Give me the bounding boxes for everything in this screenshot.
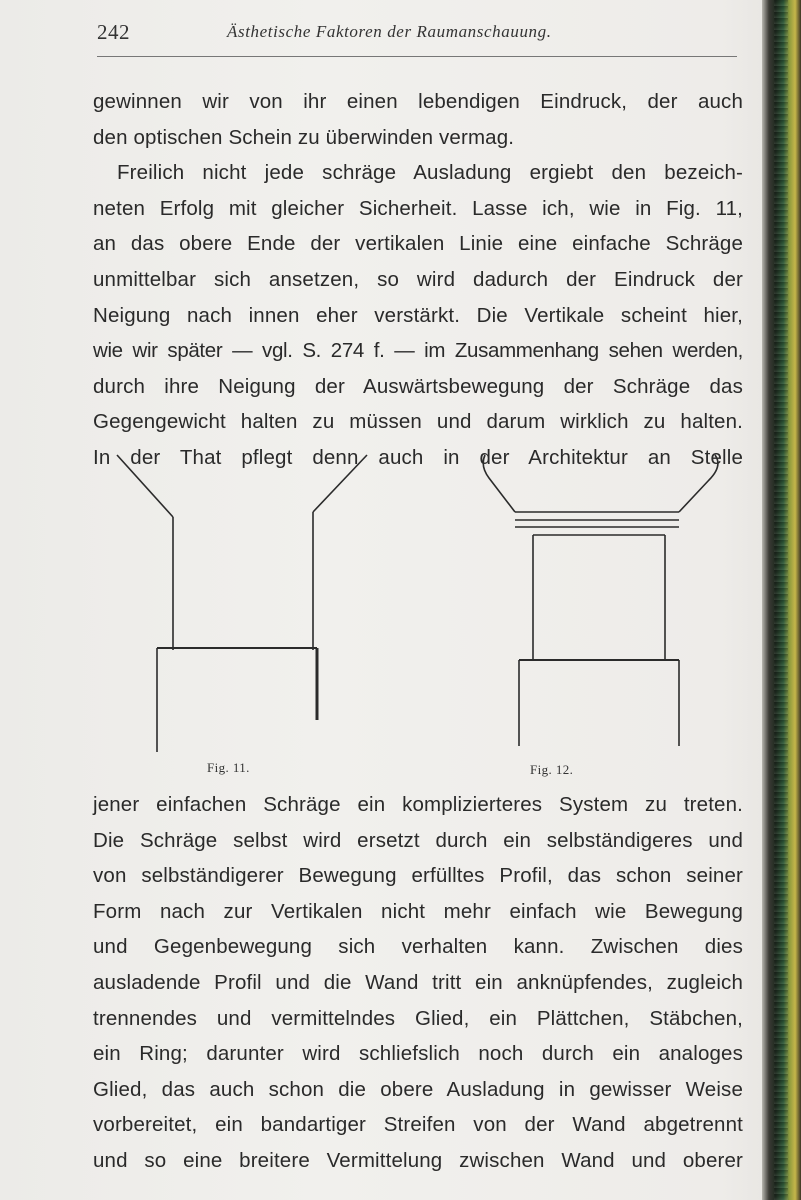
text-line: In der That pflegt denn auch in der Architektur an Stelle bbox=[93, 445, 743, 469]
text-line: Neigung nach innen eher verstärkt. Die Vertikale scheint hier, bbox=[93, 303, 743, 327]
text-line: jener einfachen Schräge ein komplizierteres System zu treten. bbox=[93, 793, 743, 816]
header-rule bbox=[97, 56, 737, 57]
page-edge-binding bbox=[762, 0, 801, 1200]
text-line: den optischen Schein zu überwinden vermag. bbox=[93, 125, 515, 149]
figures-11-12 bbox=[95, 450, 735, 790]
text-line: Gegengewicht halten zu müssen und darum wirklich zu halten. bbox=[93, 410, 743, 434]
fig11-left-slope bbox=[117, 455, 173, 517]
text-line: durch ihre Neigung der Auswärtsbewegung der Schräge das bbox=[93, 374, 743, 398]
text-line: und so eine breitere Vermittelung zwischen Wand und oberer bbox=[93, 1148, 743, 1172]
text-line: neten Erfolg mit gleicher Sicherheit. Lasse ich, wie in Fig. 11, bbox=[93, 196, 743, 220]
text-line: unmittelbar sich ansetzen, so wird dadurch der Eindruck der bbox=[93, 267, 743, 291]
text-line: Glied, das auch schon die obere Ausladung in gewisser Weise bbox=[93, 1077, 743, 1101]
text-line: vorbereitet, ein bandartiger Streifen von der Wand abgetrennt bbox=[93, 1113, 743, 1137]
text-line: Form nach zur Vertikalen nicht mehr einfach wie Bewegung bbox=[93, 899, 743, 923]
text-line: an das obere Ende der vertikalen Linie eine einfache Schräge bbox=[93, 232, 743, 256]
fig12-right-profile bbox=[679, 455, 718, 512]
paragraph-3 bbox=[93, 787, 743, 1179]
text-line: und Gegenbewegung sich verhalten kann. Zwischen dies bbox=[93, 935, 743, 959]
running-title: Ästhetische Faktoren der Raumanschauung. bbox=[227, 22, 552, 41]
fig-11-drawing bbox=[117, 455, 367, 752]
page-number: 242 bbox=[97, 20, 130, 44]
paragraph-2 bbox=[93, 155, 743, 475]
fig-12-drawing bbox=[483, 455, 718, 746]
text-line: wie wir später — vgl. S. 274 f. — im Zusammenhang sehen werden, bbox=[93, 339, 743, 363]
fig-12-caption: Fig. 12. bbox=[530, 762, 574, 777]
text-line: ausladende Profil und die Wand tritt ein anknüpfendes, zugleich bbox=[93, 970, 743, 994]
text-line: gewinnen wir von ihr einen lebendigen Eindruck, der auch bbox=[93, 90, 743, 113]
fig11-right-slope bbox=[313, 455, 367, 512]
text-block-bottom bbox=[93, 787, 743, 1179]
text-line: trennendes und vermittelndes Glied, ein Plättchen, Stäbchen, bbox=[93, 1006, 743, 1030]
fig-11-caption: Fig. 11. bbox=[207, 760, 250, 775]
text-line: von selbständigerer Bewegung erfülltes Profil, das schon seiner bbox=[93, 864, 743, 888]
paragraph-1 bbox=[93, 84, 743, 155]
text-line: Die Schräge selbst wird ersetzt durch ein selbständigeres und bbox=[93, 828, 743, 852]
text-line: ein Ring; darunter wird schliefslich noch durch ein analoges bbox=[93, 1042, 743, 1066]
text-block-top bbox=[93, 84, 743, 476]
fig12-left-profile bbox=[483, 455, 515, 512]
text-line: Freilich nicht jede schräge Ausladung ergiebt den bezeich- bbox=[117, 161, 743, 185]
